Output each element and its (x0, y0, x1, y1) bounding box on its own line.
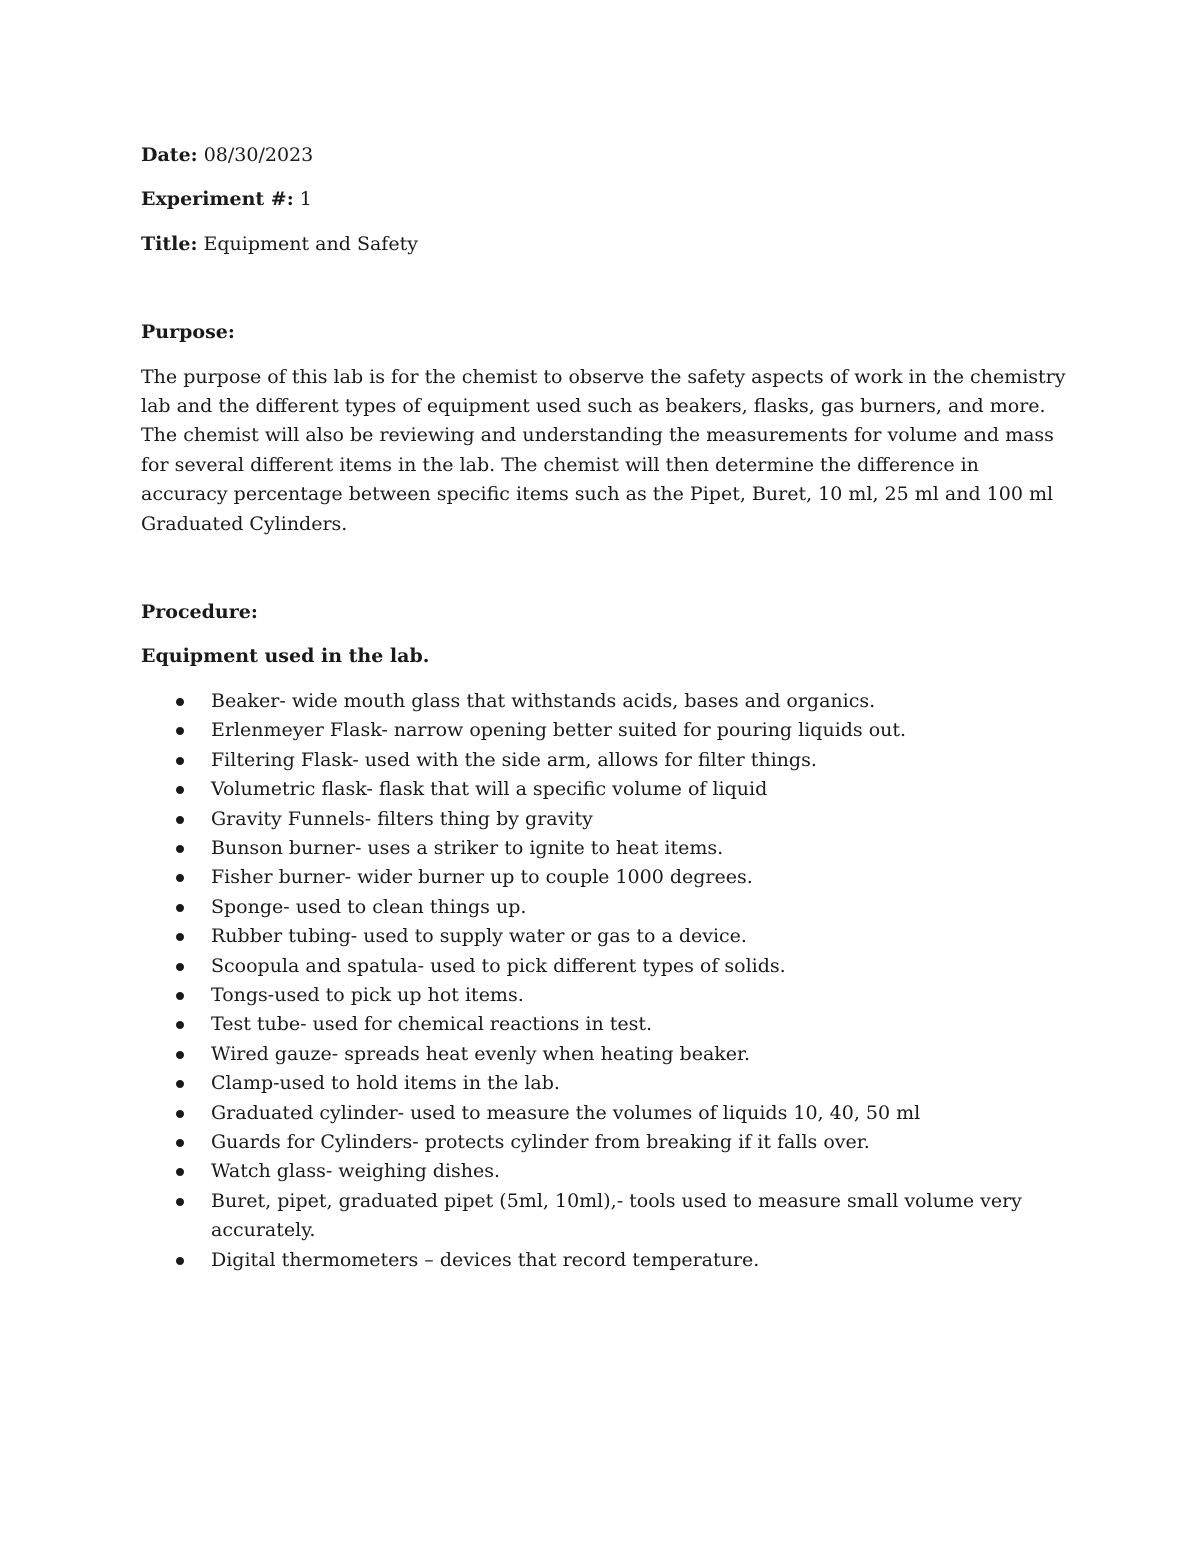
equipment-subheading: Equipment used in the lab. (141, 645, 430, 668)
bullet-icon (176, 845, 184, 853)
list-item (141, 1128, 1071, 1157)
bullet-icon (176, 1168, 184, 1176)
bullet-icon (176, 1021, 184, 1029)
list-item (141, 981, 1071, 1010)
list-item-text: Graduated cylinder- used to measure the volumes of liquids 10, 40, 50 ml (211, 1101, 921, 1124)
list-item-text: Rubber tubing- used to supply water or gas to a device. (211, 925, 747, 948)
list-item-text: Fisher burner- wider burner up to couple 1000 degrees. (211, 866, 753, 889)
list-item (141, 775, 1071, 804)
list-item (141, 716, 1071, 745)
date-value: 08/30/2023 (203, 144, 314, 166)
title-field (141, 230, 1071, 259)
purpose-paragraph: The purpose of this lab is for the chemist to observe the safety aspects of work in the chemistry lab and the different types of equipment used such as beakers, flasks, gas burners, and more. The chemist will also be reviewing and understanding the measurements for volume and mass for several different items in the lab. The chemist will then determine the difference in accuracy percentage between specific items such as the Pipet, Buret, 10 ml, 25 ml and 100 ml Graduated Cylinders. (141, 365, 1066, 535)
bullet-icon (176, 963, 184, 971)
list-item-text: Digital thermometers – devices that record temperature. (211, 1248, 760, 1271)
list-item (141, 1246, 1071, 1275)
list-item (141, 1069, 1071, 1098)
equipment-list (141, 687, 1071, 1275)
list-item-text: Beaker- wide mouth glass that withstands acids, bases and organics. (211, 689, 876, 712)
list-item (141, 1187, 1071, 1246)
procedure-heading: Procedure: (141, 601, 258, 624)
bullet-icon (176, 1198, 184, 1206)
bullet-icon (176, 727, 184, 735)
list-item-text: Tongs-used to pick up hot items. (211, 983, 524, 1006)
bullet-icon (176, 1080, 184, 1088)
bullet-icon (176, 933, 184, 941)
bullet-icon (176, 992, 184, 1000)
list-item-text: Test tube- used for chemical reactions in test. (211, 1013, 653, 1036)
list-item (141, 1010, 1071, 1039)
title-value: Equipment and Safety (203, 232, 418, 255)
bullet-icon (176, 1110, 184, 1118)
list-item-text: Scoopula and spatula- used to pick different types of solids. (211, 954, 786, 977)
list-item (141, 687, 1071, 716)
title-label: Title: (141, 232, 198, 255)
list-item-text: Gravity Funnels- filters thing by gravity (211, 807, 593, 830)
document-page (141, 141, 1071, 1275)
list-item (141, 805, 1071, 834)
list-item-text: Clamp-used to hold items in the lab. (211, 1072, 560, 1095)
list-item (141, 922, 1071, 951)
date-label: Date: (141, 144, 198, 166)
list-item-text: Filtering Flask- used with the side arm, allows for filter things. (211, 748, 817, 771)
bullet-icon (176, 1051, 184, 1059)
list-item (141, 1099, 1071, 1128)
list-item-text: Buret, pipet, graduated pipet (5ml, 10ml),- tools used to measure small volume very accurately. (211, 1189, 1022, 1242)
bullet-icon (176, 904, 184, 912)
list-item-text: Watch glass- weighing dishes. (211, 1160, 501, 1183)
bullet-icon (176, 1139, 184, 1147)
list-item-text: Bunson burner- uses a striker to ignite to heat items. (211, 836, 724, 859)
bullet-icon (176, 816, 184, 824)
list-item (141, 893, 1071, 922)
list-item (141, 863, 1071, 892)
bullet-icon (176, 757, 184, 765)
list-item (141, 1040, 1071, 1069)
list-item (141, 746, 1071, 775)
bullet-icon (176, 1257, 184, 1265)
list-item-text: Wired gauze- spreads heat evenly when heating beaker. (211, 1042, 751, 1065)
list-item-text: Volumetric flask- flask that will a specific volume of liquid (211, 778, 768, 801)
list-item-text: Sponge- used to clean things up. (211, 895, 527, 918)
bullet-icon (176, 786, 184, 794)
list-item-text: Erlenmeyer Flask- narrow opening better suited for pouring liquids out. (211, 719, 907, 742)
purpose-heading: Purpose: (141, 321, 235, 344)
experiment-value: 1 (299, 188, 312, 211)
list-item (141, 952, 1071, 981)
bullet-icon (176, 874, 184, 882)
list-item (141, 834, 1071, 863)
bullet-icon (176, 698, 184, 706)
experiment-field (141, 185, 1071, 214)
date-field (141, 141, 1071, 170)
list-item-text: Guards for Cylinders- protects cylinder from breaking if it falls over. (211, 1130, 870, 1153)
experiment-label: Experiment #: (141, 188, 294, 211)
list-item (141, 1157, 1071, 1186)
